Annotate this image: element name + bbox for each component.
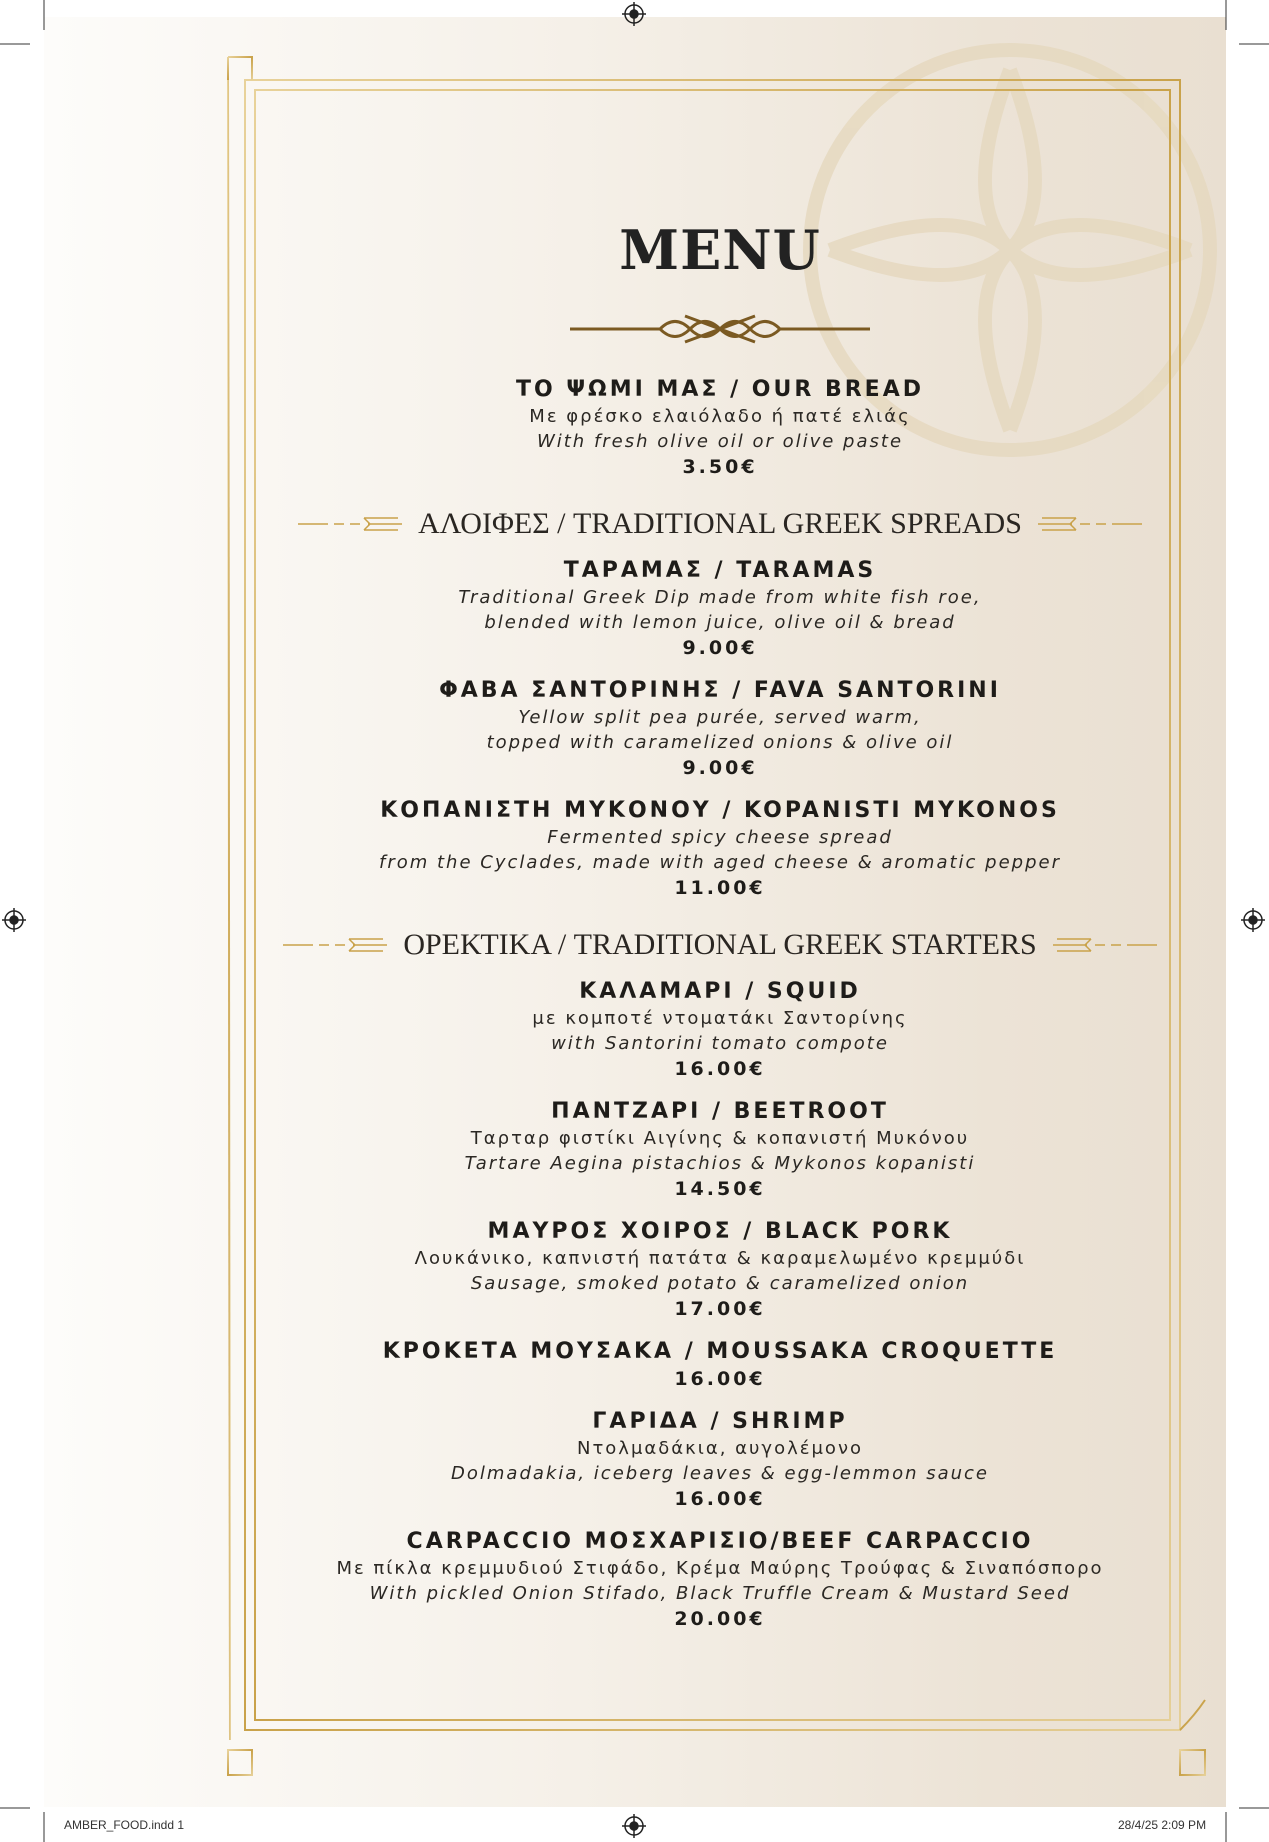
item-name: CARPACCIO ΜΟΣΧΑΡΙΣΙΟ/BEEF CARPACCIO — [406, 1529, 1034, 1554]
section-title: ΟΡΕΚΤΙΚΑ / TRADITIONAL GREEK STARTERS — [403, 928, 1037, 961]
menu-item — [300, 1528, 1140, 1633]
menu-item — [300, 1338, 1140, 1393]
item-price: 9.00€ — [682, 637, 758, 659]
item-description: Ντολμαδάκια, αυγολέμονο — [576, 1438, 864, 1459]
item-name: ΦΑΒΑ ΣΑΝΤΟΡΙΝΗΣ / FAVA SANTORINI — [439, 678, 1001, 703]
item-name: ΚΑΛΑΜΑΡΙ / SQUID — [579, 979, 861, 1004]
section-title: ΑΛΟΙΦΕΣ / TRADITIONAL GREEK SPREADS — [418, 507, 1022, 540]
item-description: from the Cyclades, made with aged cheese & aromatic pepper — [378, 852, 1061, 873]
item-name: ΤΟ ΨΩΜΙ ΜΑΣ / OUR BREAD — [516, 377, 924, 402]
item-price: 17.00€ — [674, 1298, 766, 1320]
menu-item — [300, 1218, 1140, 1323]
item-price: 11.00€ — [674, 877, 766, 899]
item-description: With pickled Onion Stifado, Black Truffle Cream & Mustard Seed — [369, 1583, 1071, 1604]
item-description: με κομποτέ ντοματάκι Σαντορίνης — [532, 1008, 908, 1029]
menu-title: MENU — [619, 218, 821, 282]
item-name: ΚΟΠΑΝΙΣΤΗ ΜΥΚΟΝΟΥ / KOPANISTI MYKONOS — [380, 798, 1060, 823]
item-name: ΤΑΡΑΜΑΣ / TARAMAS — [563, 558, 877, 583]
item-description: Yellow split pea purée, served warm, — [518, 707, 922, 728]
item-name: ΚΡΟΚΕΤΑ ΜΟΥΣΑΚΑ / MOUSSAKA CROQUETTE — [382, 1339, 1058, 1364]
item-description: Με πίκλα κρεμμυδιού Στιφάδο, Κρέμα Μαύρης Τρούφας & Σιναπόσπορο — [336, 1558, 1104, 1579]
item-price: 16.00€ — [674, 1488, 766, 1510]
divider-flourish-icon — [283, 935, 393, 955]
item-name: ΓΑΡΙΔΑ / SHRIMP — [592, 1409, 848, 1434]
item-description: Dolmadakia, iceberg leaves & egg-lemmon sauce — [451, 1463, 989, 1484]
item-description: Ταρταρ φιστίκι Αιγίνης & κοπανιστή Μυκόνου — [470, 1128, 970, 1149]
item-price: 14.50€ — [674, 1178, 766, 1200]
item-description: Λουκάνικο, καπνιστή πατάτα & καραμελωμένο κρεμμύδι — [414, 1248, 1026, 1269]
item-price: 3.50€ — [682, 456, 758, 478]
item-price: 16.00€ — [674, 1368, 766, 1390]
item-price: 16.00€ — [674, 1058, 766, 1080]
menu-sections — [300, 501, 1140, 1633]
item-description: blended with lemon juice, olive oil & bread — [484, 612, 956, 633]
footer-date: 28/4/25 2:09 PM — [1118, 1818, 1207, 1832]
divider-flourish-icon — [298, 514, 408, 534]
menu-item — [300, 1408, 1140, 1513]
divider-flourish-icon — [1032, 514, 1142, 534]
menu-item — [300, 677, 1140, 782]
item-description: with Santorini tomato compote — [551, 1033, 889, 1054]
item-price: 9.00€ — [682, 757, 758, 779]
bread-item — [300, 376, 1140, 481]
menu-item — [300, 557, 1140, 662]
menu-item — [300, 1098, 1140, 1203]
title-ornament-icon — [570, 304, 870, 354]
menu-content — [300, 210, 1140, 1648]
item-description: Sausage, smoked potato & caramelized onion — [470, 1273, 970, 1294]
item-description: With fresh olive oil or olive paste — [536, 431, 904, 452]
item-name: ΜΑΥΡΟΣ ΧΟΙΡΟΣ / BLACK PORK — [487, 1219, 953, 1244]
item-description: Tartare Aegina pistachios & Mykonos kopanisti — [464, 1153, 976, 1174]
divider-flourish-icon — [1047, 935, 1157, 955]
item-description: Fermented spicy cheese spread — [547, 827, 893, 848]
footer-filename: AMBER_FOOD.indd 1 — [64, 1818, 185, 1832]
item-description: Με φρέσκο ελαιόλαδο ή πατέ ελιάς — [529, 406, 911, 427]
section-header — [300, 501, 1140, 547]
item-description: Traditional Greek Dip made from white fish roe, — [458, 587, 982, 608]
item-price: 20.00€ — [674, 1608, 766, 1630]
menu-item — [300, 978, 1140, 1083]
item-description: topped with caramelized onions & olive oil — [486, 732, 954, 753]
item-name: ΠΑΝΤΖΑΡΙ / BEETROOT — [551, 1099, 889, 1124]
menu-item — [300, 797, 1140, 902]
section-header — [300, 922, 1140, 968]
